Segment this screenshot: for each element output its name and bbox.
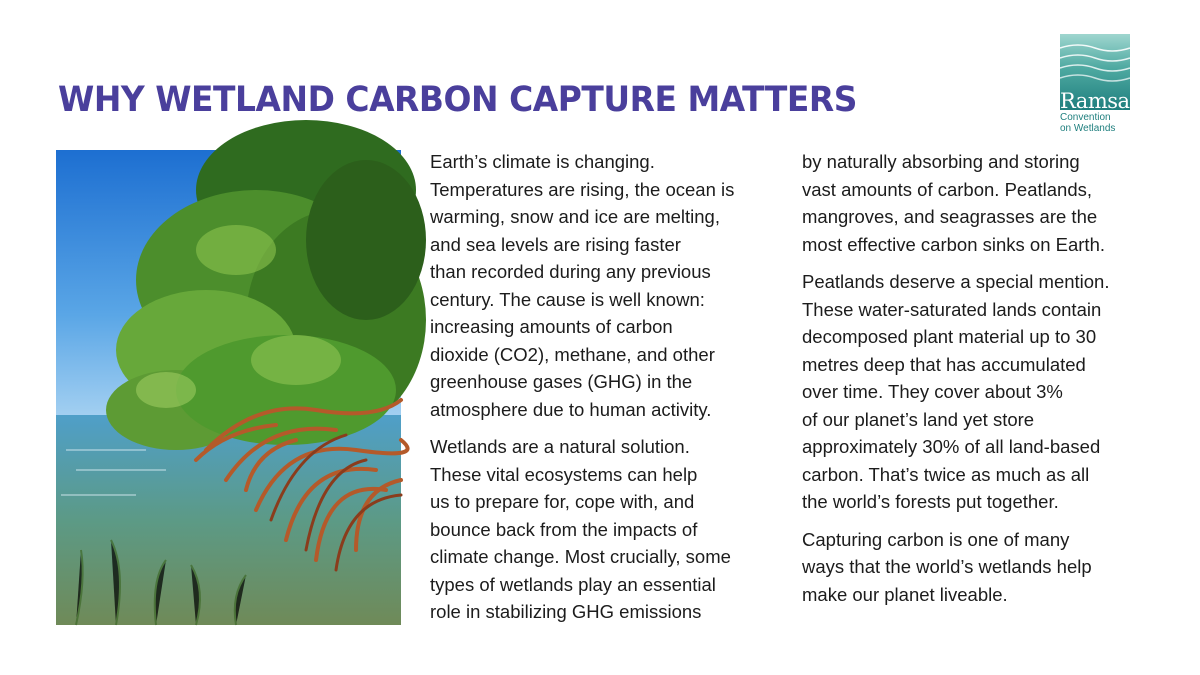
logo-tagline-line: Convention [1060,112,1111,123]
text-line: atmosphere due to human activity. [430,398,712,420]
text-line: metres deep that has accumulated [802,353,1086,375]
text-line: century. The cause is well known: [430,288,705,310]
text-line: the world’s forests put together. [802,491,1059,512]
text-line: us to prepare for, cope with, and [430,491,695,512]
logo-tagline [1060,112,1132,134]
text-line: make our planet liveable. [802,583,1008,605]
text-line: than recorded during any previous [430,261,711,282]
text-line: greenhouse gases (GHG) in the [430,371,693,392]
text-column-right [802,148,1182,618]
logo-tagline-line: on Wetlands [1060,123,1116,134]
mangrove-photo [56,150,401,625]
text-line: over time. They cover about 3% [802,381,1063,402]
text-line: Earth’s climate is changing. [430,151,655,172]
text-line: Temperatures are rising, the ocean is [430,178,735,200]
text-line: bounce back from the impacts of [430,518,698,540]
text-line: vast amounts of carbon. Peatlands, [802,178,1093,200]
text-line: Wetlands are a natural solution. [430,436,690,457]
text-line: climate change. Most crucially, some [430,546,731,567]
text-line: by naturally absorbing and storing [802,151,1080,172]
text-line: most effective carbon sinks on Earth. [802,233,1106,255]
text-line: mangroves, and seagrasses are the [802,206,1098,227]
text-line: Peatlands deserve a special mention. [802,271,1110,292]
text-line: These water-saturated lands contain [802,298,1102,320]
paragraph-climate-change [430,148,790,423]
text-line: and sea levels are rising faster [430,233,681,255]
text-line: of our planet’s land yet store [802,408,1035,430]
text-line: approximately 30% of all land-based [802,436,1101,457]
text-line: ways that the world’s wetlands help [802,556,1092,577]
text-line: warming, snow and ice are melting, [430,206,720,227]
text-line: dioxide (CO2), methane, and other [430,343,715,365]
paragraph-natural-solution [430,433,790,626]
text-line: Capturing carbon is one of many [802,528,1070,550]
paragraph-capturing-carbon [802,526,1182,609]
paragraph-peatlands [802,268,1182,516]
text-line: carbon. That’s twice as much as all [802,463,1090,485]
text-line: role in stabilizing GHG emissions [430,601,702,622]
mangrove-illustration [56,150,401,625]
ramsar-logo-mark [1060,34,1140,113]
text-line: These vital ecosystems can help [430,463,698,485]
paragraph-carbon-sinks [802,148,1182,258]
text-column-left [430,148,790,636]
text-line: decomposed plant material up to 30 [802,326,1097,347]
logo-wordmark: Ramsar [1060,89,1140,113]
text-line: types of wetlands play an essential [430,573,716,595]
page-title: WHY WETLAND CARBON CAPTURE MATTERS [58,80,857,120]
text-line: increasing amounts of carbon [430,316,673,337]
ramsar-logo [1060,34,1140,134]
